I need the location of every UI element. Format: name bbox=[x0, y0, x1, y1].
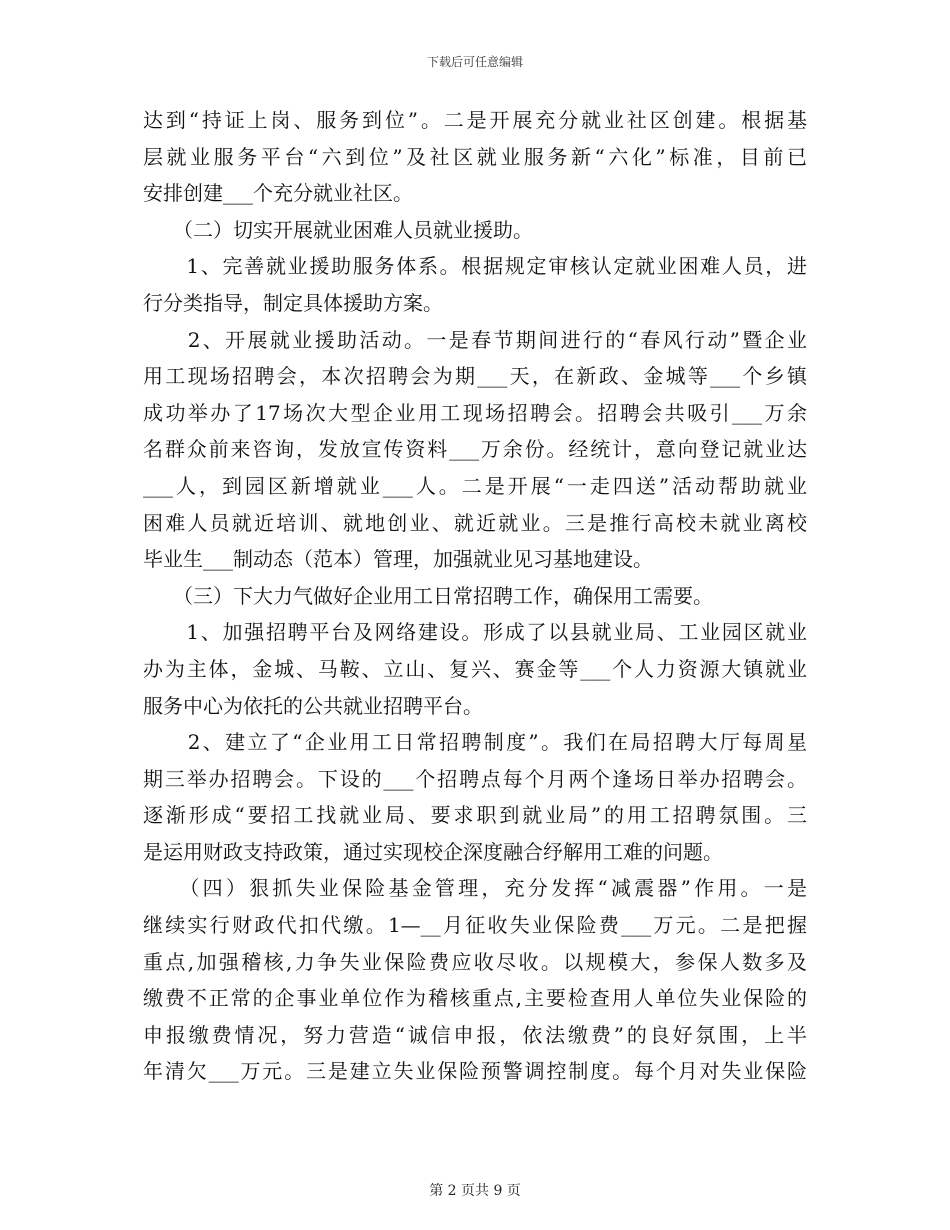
page-header: 下载后可任意编辑 bbox=[426, 55, 523, 69]
text-line: 办为主体，金城、马鞍、立山、复兴、赛金等___个人力资源大镇就业 bbox=[143, 656, 807, 681]
text-line: 成功举办了17场次大型企业用工现场招聘会。招聘会共吸引___万余 bbox=[143, 400, 807, 425]
text-line: 1、加强招聘平台及网络建设。形成了以县就业局、工业园区就业 bbox=[143, 620, 807, 645]
text-line: 服务中心为依托的公共就业招聘平台。 bbox=[143, 693, 483, 718]
page-footer: 第 2 页共 9 页 bbox=[429, 1183, 521, 1199]
text-line: 安排创建___个充分就业社区。 bbox=[143, 181, 413, 206]
text-line: 行分类指导，制定具体援助方案。 bbox=[143, 290, 443, 315]
document-body bbox=[143, 102, 807, 1090]
text-line: （四）狠抓失业保险基金管理，充分发挥“减震器”作用。一是 bbox=[143, 876, 807, 901]
text-line: 名群众前来咨询，发放宣传资料___万余份。经统计，意向登记就业达 bbox=[143, 437, 807, 462]
text-line: 2、开展就业援助活动。一是春节期间进行的“春风行动”暨企业 bbox=[143, 327, 807, 352]
text-line: 缴费不正常的企事业单位作为稽核重点,主要检查用人单位失业保险的 bbox=[143, 986, 807, 1011]
text-line: 达到“持证上岗、服务到位”。二是开展充分就业社区创建。根据基 bbox=[143, 108, 807, 132]
text-line: 1、完善就业援助服务体系。根据规定审核认定就业困难人员，进 bbox=[143, 254, 807, 279]
text-line: 年清欠___万元。三是建立失业保险预警调控制度。每个月对失业保险 bbox=[143, 1059, 807, 1084]
text-line: 层就业服务平台“六到位”及社区就业服务新“六化”标准，目前已 bbox=[143, 144, 807, 169]
text-line: 期三举办招聘会。下设的___个招聘点每个月两个逢场日举办招聘会。 bbox=[143, 766, 807, 791]
text-line: 2、建立了“企业用工日常招聘制度”。我们在局招聘大厅每周星 bbox=[143, 730, 807, 755]
text-line: 毕业生___制动态（范本）管理，加强就业见习基地建设。 bbox=[143, 547, 653, 572]
text-line: （三）下大力气做好企业用工日常招聘工作，确保用工需要。 bbox=[143, 583, 713, 608]
text-line: 逐渐形成“要招工找就业局、要求职到就业局”的用工招聘氛围。三 bbox=[143, 803, 807, 828]
text-line: 继续实行财政代扣代缴。1—__月征收失业保险费___万元。二是把握 bbox=[143, 913, 807, 938]
text-line: 用工现场招聘会，本次招聘会为期___天，在新政、金城等___个乡镇 bbox=[143, 364, 807, 389]
text-line: 困难人员就近培训、就地创业、就近就业。三是推行高校未就业离校 bbox=[143, 510, 807, 535]
text-line: 重点,加强稽核,力争失业保险费应收尽收。以规模大，参保人数多及 bbox=[143, 949, 807, 974]
text-line: 申报缴费情况，努力营造“诚信申报，依法缴费”的良好氛围，上半 bbox=[143, 1022, 807, 1047]
text-line: ___人，到园区新增就业___人。二是开展“一走四送”活动帮助就业 bbox=[143, 473, 807, 498]
text-line: （二）切实开展就业困难人员就业援助。 bbox=[143, 217, 533, 242]
text-line: 是运用财政支持政策，通过实现校企深度融合纾解用工难的问题。 bbox=[143, 839, 723, 864]
